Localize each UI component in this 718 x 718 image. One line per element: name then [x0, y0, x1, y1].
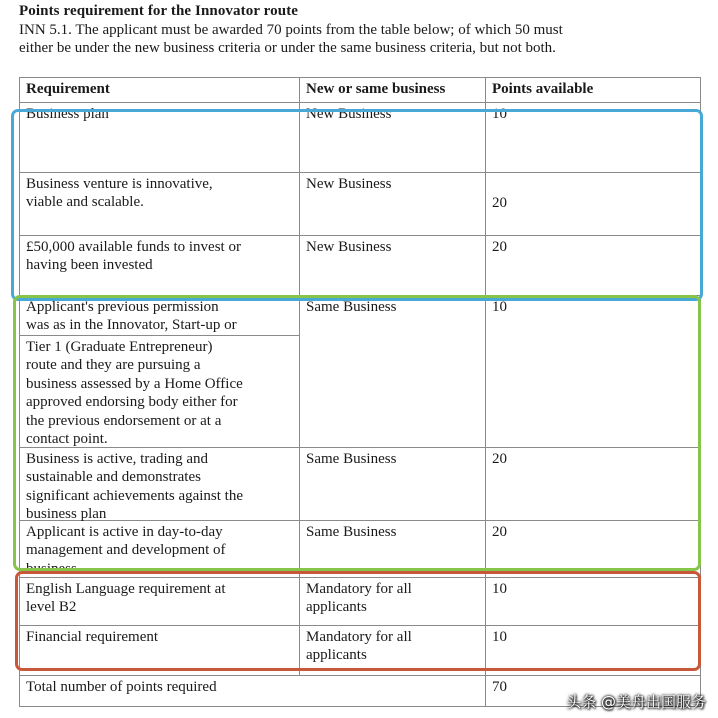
- requirement-text: route and they are pursuing a: [26, 357, 201, 374]
- requirement-text: was as in the Innovator, Start-up or: [26, 317, 237, 334]
- requirement-text: English Language requirement at: [26, 581, 226, 597]
- points-value: 10: [492, 299, 507, 315]
- requirement-text: Financial requirement: [26, 629, 159, 645]
- points-value: 20: [492, 239, 507, 255]
- requirement-text: Applicant's previous permission: [26, 299, 219, 315]
- business-type: New Business: [306, 106, 392, 122]
- page-title: Points requirement for the Innovator route: [19, 3, 299, 19]
- business-type: Same Business: [306, 524, 397, 540]
- watermark: 头条 @美舟出国服务: [566, 693, 706, 711]
- requirement-text: level B2: [26, 599, 77, 616]
- points-table: [19, 77, 701, 707]
- intro-paragraph: [19, 21, 709, 57]
- points-value: 20: [492, 524, 507, 540]
- business-type: Same Business: [306, 299, 397, 315]
- requirement-text: Business venture is innovative,: [26, 176, 213, 192]
- business-type: applicants: [306, 599, 367, 616]
- intro-line: INN 5.1. The applicant must be awarded 70 points from the table below; of which 50 must: [19, 22, 563, 38]
- business-type: Mandatory for all: [306, 629, 412, 645]
- business-type: Same Business: [306, 451, 397, 467]
- requirement-text: management and development of: [26, 542, 226, 559]
- intro-line: either be under the new business criteria or under the same business criteria, but not both.: [19, 40, 556, 56]
- requirement-text: Business plan: [26, 106, 109, 122]
- points-value: 10: [492, 106, 507, 122]
- requirement-text: having been invested: [26, 257, 153, 274]
- requirement-text: business assessed by a Home Office: [26, 375, 243, 392]
- business-type: Mandatory for all: [306, 581, 412, 597]
- requirement-text: significant achievements against the: [26, 487, 244, 504]
- requirement-text: viable and scalable.: [26, 194, 144, 211]
- new-business-highlight: [11, 109, 703, 301]
- total-label: Total number of points required: [26, 679, 217, 695]
- requirement-text: approved endorsing body either for: [26, 394, 238, 411]
- mandatory-highlight: [15, 571, 701, 671]
- requirement-text: Business is active, trading and: [26, 451, 209, 467]
- points-value: 10: [492, 629, 507, 645]
- requirement-text: sustainable and demonstrates: [26, 469, 201, 486]
- points-value: 20: [492, 195, 507, 211]
- requirement-text: business plan: [26, 506, 107, 523]
- same-business-highlight: [13, 295, 701, 571]
- points-value: 20: [492, 451, 507, 467]
- column-header: New or same business: [306, 81, 446, 97]
- business-type: applicants: [306, 647, 367, 664]
- requirement-text: Applicant is active in day-to-day: [26, 524, 223, 540]
- row-divider: [19, 675, 701, 676]
- requirement-text: business: [26, 560, 77, 577]
- requirement-text: the previous endorsement or at a: [26, 412, 222, 429]
- table-border-top: [19, 77, 701, 78]
- total-points: 70: [492, 679, 507, 695]
- row-divider: [19, 102, 701, 103]
- points-value: 10: [492, 581, 507, 597]
- requirement-text: contact point.: [26, 431, 108, 447]
- business-type: New Business: [306, 239, 392, 255]
- column-header: Points available: [492, 81, 594, 97]
- requirement-text: Tier 1 (Graduate Entrepreneur): [26, 339, 213, 355]
- requirement-text: £50,000 available funds to invest or: [26, 239, 241, 255]
- business-type: New Business: [306, 176, 392, 192]
- column-header: Requirement: [26, 81, 110, 97]
